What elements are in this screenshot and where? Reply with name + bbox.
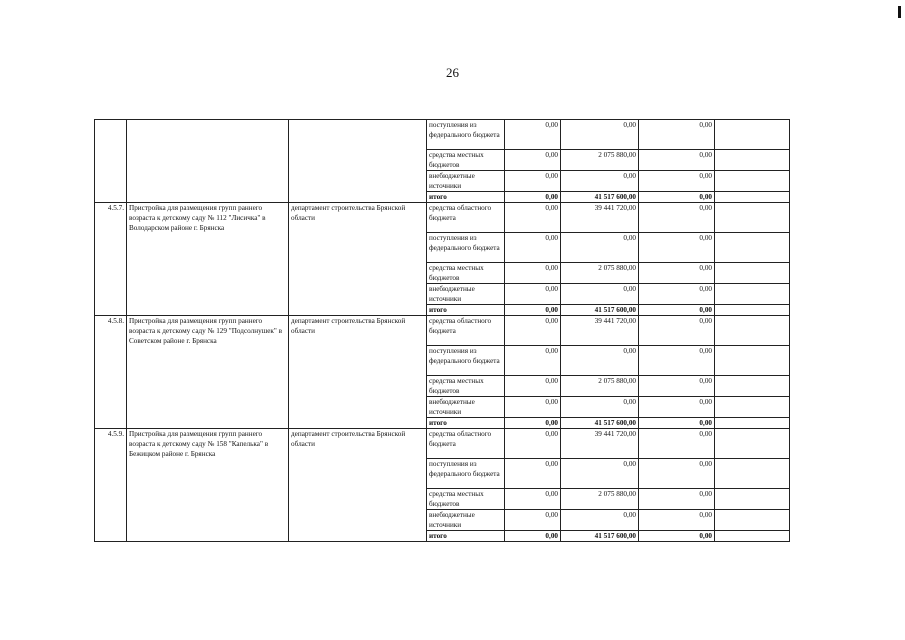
cell-amount: 2 075 880,00 xyxy=(561,376,639,397)
cell-empty xyxy=(715,418,790,429)
cell-amount: 0,00 xyxy=(505,284,561,305)
cell-amount: 0,00 xyxy=(639,192,715,203)
cell-funding-source: поступления из федерального бюджета xyxy=(427,233,505,263)
cell-amount: 0,00 xyxy=(505,192,561,203)
cell-empty xyxy=(715,284,790,305)
cell-amount: 39 441 720,00 xyxy=(561,316,639,346)
cell-funding-source: итого xyxy=(427,305,505,316)
cell-number xyxy=(95,120,127,203)
cell-funding-source: средства местных бюджетов xyxy=(427,150,505,171)
cell-empty xyxy=(715,263,790,284)
cell-project-name: Пристройка для размещения групп раннего возраста к детскому саду № 129 "Подсолнушек" в Советском районе г. Брянска xyxy=(127,316,289,429)
table-row xyxy=(95,429,790,459)
cell-funding-source: средства местных бюджетов xyxy=(427,376,505,397)
cell-funding-source: итого xyxy=(427,531,505,542)
table-row xyxy=(95,120,790,150)
cell-amount: 41 517 600,00 xyxy=(561,418,639,429)
cell-project-name: Пристройка для размещения групп раннего возраста к детскому саду № 112 "Лисичка" в Володарском районе г. Брянска xyxy=(127,203,289,316)
cell-amount: 0,00 xyxy=(639,233,715,263)
cell-empty xyxy=(715,150,790,171)
cell-funding-source: итого xyxy=(427,418,505,429)
cell-amount: 2 075 880,00 xyxy=(561,263,639,284)
cell-amount: 0,00 xyxy=(505,263,561,284)
cell-empty xyxy=(715,489,790,510)
cell-amount: 0,00 xyxy=(639,429,715,459)
cell-amount: 2 075 880,00 xyxy=(561,489,639,510)
budget-table xyxy=(94,119,790,542)
cell-amount: 0,00 xyxy=(505,171,561,192)
cell-funding-source: итого xyxy=(427,192,505,203)
cell-executor: департамент строительства Брянской области xyxy=(289,316,427,429)
cell-funding-source: поступления из федерального бюджета xyxy=(427,120,505,150)
cell-amount: 0,00 xyxy=(505,418,561,429)
cell-project-name xyxy=(127,120,289,203)
cell-empty xyxy=(715,203,790,233)
scan-edge-mark xyxy=(898,6,901,18)
cell-empty xyxy=(715,305,790,316)
cell-number: 4.5.8. xyxy=(95,316,127,429)
cell-amount: 0,00 xyxy=(639,397,715,418)
cell-amount: 0,00 xyxy=(505,316,561,346)
cell-empty xyxy=(715,429,790,459)
page-number: 26 xyxy=(446,65,459,80)
cell-amount: 0,00 xyxy=(561,171,639,192)
cell-executor: департамент строительства Брянской области xyxy=(289,429,427,542)
table-body xyxy=(95,120,790,542)
cell-funding-source: внебюджетные источники xyxy=(427,397,505,418)
cell-empty xyxy=(715,192,790,203)
cell-empty xyxy=(715,171,790,192)
cell-amount: 0,00 xyxy=(639,346,715,376)
cell-amount: 0,00 xyxy=(505,510,561,531)
cell-amount: 0,00 xyxy=(505,120,561,150)
cell-amount: 39 441 720,00 xyxy=(561,203,639,233)
cell-amount: 41 517 600,00 xyxy=(561,531,639,542)
cell-project-name: Пристройка для размещения групп раннего возраста к детскому саду № 158 "Капелька" в Бежицком районе г. Брянска xyxy=(127,429,289,542)
cell-empty xyxy=(715,316,790,346)
cell-amount: 0,00 xyxy=(639,284,715,305)
cell-executor: департамент строительства Брянской области xyxy=(289,203,427,316)
cell-amount: 0,00 xyxy=(505,429,561,459)
cell-funding-source: внебюджетные источники xyxy=(427,510,505,531)
cell-empty xyxy=(715,120,790,150)
cell-amount: 0,00 xyxy=(505,150,561,171)
table-row xyxy=(95,203,790,233)
cell-amount: 0,00 xyxy=(639,316,715,346)
cell-funding-source: внебюджетные источники xyxy=(427,284,505,305)
cell-funding-source: средства областного бюджета xyxy=(427,316,505,346)
cell-amount: 0,00 xyxy=(505,397,561,418)
cell-amount: 0,00 xyxy=(505,376,561,397)
cell-funding-source: средства местных бюджетов xyxy=(427,263,505,284)
cell-amount: 0,00 xyxy=(639,531,715,542)
cell-empty xyxy=(715,459,790,489)
cell-empty xyxy=(715,531,790,542)
cell-amount: 41 517 600,00 xyxy=(561,305,639,316)
cell-funding-source: средства областного бюджета xyxy=(427,203,505,233)
cell-amount: 0,00 xyxy=(505,305,561,316)
cell-amount: 0,00 xyxy=(561,510,639,531)
cell-amount: 0,00 xyxy=(639,459,715,489)
cell-number: 4.5.9. xyxy=(95,429,127,542)
cell-amount: 0,00 xyxy=(505,531,561,542)
cell-amount: 0,00 xyxy=(505,489,561,510)
cell-amount: 0,00 xyxy=(561,459,639,489)
cell-amount: 0,00 xyxy=(639,203,715,233)
cell-amount: 0,00 xyxy=(505,346,561,376)
cell-amount: 0,00 xyxy=(561,397,639,418)
cell-amount: 0,00 xyxy=(505,459,561,489)
cell-amount: 0,00 xyxy=(639,120,715,150)
cell-empty xyxy=(715,510,790,531)
cell-amount: 41 517 600,00 xyxy=(561,192,639,203)
cell-amount: 0,00 xyxy=(639,510,715,531)
cell-amount: 0,00 xyxy=(639,418,715,429)
cell-funding-source: средства областного бюджета xyxy=(427,429,505,459)
cell-amount: 0,00 xyxy=(639,305,715,316)
cell-executor xyxy=(289,120,427,203)
cell-amount: 0,00 xyxy=(561,120,639,150)
cell-amount: 2 075 880,00 xyxy=(561,150,639,171)
cell-amount: 0,00 xyxy=(639,489,715,510)
cell-amount: 0,00 xyxy=(639,263,715,284)
cell-funding-source: поступления из федерального бюджета xyxy=(427,346,505,376)
cell-empty xyxy=(715,233,790,263)
cell-funding-source: поступления из федерального бюджета xyxy=(427,459,505,489)
cell-amount: 0,00 xyxy=(561,233,639,263)
cell-funding-source: внебюджетные источники xyxy=(427,171,505,192)
cell-amount: 0,00 xyxy=(639,376,715,397)
cell-amount: 0,00 xyxy=(505,233,561,263)
cell-empty xyxy=(715,397,790,418)
cell-empty xyxy=(715,346,790,376)
cell-amount: 39 441 720,00 xyxy=(561,429,639,459)
cell-amount: 0,00 xyxy=(505,203,561,233)
cell-funding-source: средства местных бюджетов xyxy=(427,489,505,510)
cell-amount: 0,00 xyxy=(561,346,639,376)
cell-empty xyxy=(715,376,790,397)
cell-amount: 0,00 xyxy=(639,150,715,171)
table-row xyxy=(95,316,790,346)
cell-number: 4.5.7. xyxy=(95,203,127,316)
cell-amount: 0,00 xyxy=(561,284,639,305)
cell-amount: 0,00 xyxy=(639,171,715,192)
